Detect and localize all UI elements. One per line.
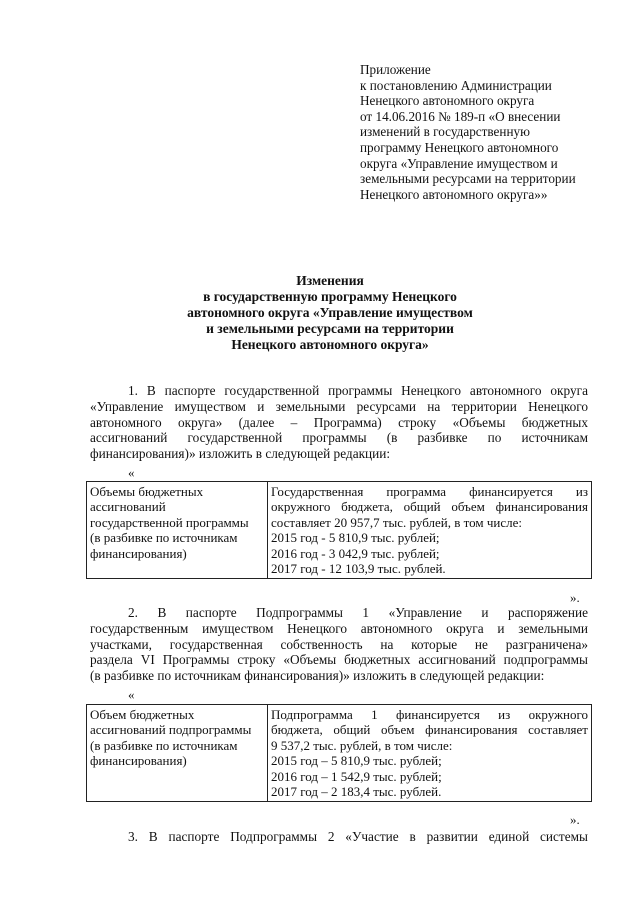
item-1-paragraph <box>90 383 588 462</box>
paragraph-line: «Управление имуществом и земельными ресурсами на территории Ненецкого <box>90 398 588 414</box>
item-2-paragraph <box>90 605 588 684</box>
cell-line: ассигнований <box>90 499 166 515</box>
cell-line: составляет 20 957,7 тыс. рублей, в том числе: <box>271 514 522 530</box>
close-quote: ». <box>570 812 580 827</box>
cell-line: 2017 год - 12 103,9 тыс. рублей. <box>271 561 446 577</box>
table-row <box>87 705 592 802</box>
open-quote: « <box>128 687 135 702</box>
cell-line: 2017 год – 2 183,4 тыс. рублей. <box>271 784 442 800</box>
cell-line: Объемы бюджетных <box>90 484 204 499</box>
paragraph-line: автономного округа» (далее – Программа) строку «Объемы бюджетных <box>90 414 588 430</box>
paragraph-line: 1. В паспорте государственной программы Ненецкого автономного округа <box>128 383 588 398</box>
cell-line: 2016 год - 3 042,9 тыс. рублей; <box>271 545 440 561</box>
annex-line: земельными ресурсами на территории <box>360 171 576 187</box>
annex-line: Приложение <box>360 62 431 77</box>
budget-table-1 <box>86 481 592 579</box>
annex-line: к постановлению Администрации <box>360 77 552 93</box>
cell-line: 2015 год - 5 810,9 тыс. рублей; <box>271 530 440 546</box>
table-cell-label <box>87 482 268 579</box>
cell-line: ассигнований подпрограммы <box>90 722 252 738</box>
annex-line: Ненецкого автономного округа <box>360 93 535 109</box>
table-row <box>87 482 592 579</box>
cell-line: финансирования) <box>90 753 187 769</box>
title-line: в государственную программу Ненецкого <box>203 289 457 304</box>
budget-table-2 <box>86 704 592 802</box>
paragraph-line: 2. В паспорте Подпрограммы 1 «Управление и распоряжение <box>128 605 588 620</box>
item-3-paragraph <box>90 829 588 845</box>
annex-header <box>360 62 600 202</box>
annex-line: от 14.06.2016 № 189-п «О внесении <box>360 108 561 124</box>
paragraph-line: (в разбивке по источникам финансирования)» изложить в следующей редакции: <box>90 668 545 684</box>
table-cell-value <box>268 482 592 579</box>
paragraph-line: финансирования)» изложить в следующей редакции: <box>90 446 391 462</box>
cell-line: окружного бюджета, общий объем финансирования <box>271 499 588 515</box>
title-line: автономного округа «Управление имуществом <box>187 305 473 320</box>
paragraph-line: раздела VI Программы строку «Объемы бюджетных ассигнований подпрограммы <box>90 652 588 668</box>
title-line: Ненецкого автономного округа» <box>231 337 429 352</box>
cell-line: 2015 год – 5 810,9 тыс. рублей; <box>271 753 442 769</box>
annex-line: программу Ненецкого автономного <box>360 139 559 155</box>
paragraph-line: ассигнований государственной программы (в разбивке по источникам <box>90 430 588 446</box>
title-line: Изменения <box>296 273 364 288</box>
cell-line: Государственная программа финансируется из <box>271 484 588 499</box>
cell-line: 2016 год – 1 542,9 тыс. рублей; <box>271 768 442 784</box>
cell-line: (в разбивке по источникам <box>90 737 238 753</box>
annex-line: округа «Управление имуществом и <box>360 155 558 171</box>
cell-line: (в разбивке по источникам <box>90 530 238 546</box>
annex-line: Ненецкого автономного округа»» <box>360 186 548 202</box>
cell-line: финансирования) <box>90 545 187 561</box>
annex-line: изменений в государственную <box>360 124 530 140</box>
cell-line: государственной программы <box>90 514 249 530</box>
title-line: и земельными ресурсами на территории <box>206 321 454 336</box>
close-quote: ». <box>570 590 580 605</box>
paragraph-line: государственным имуществом Ненецкого автономного округа и земельными <box>90 620 588 636</box>
table-cell-label <box>87 705 268 802</box>
cell-line: 9 537,2 тыс. рублей, в том числе: <box>271 737 453 753</box>
paragraph-line: 3. В паспорте Подпрограммы 2 «Участие в развитии единой системы <box>128 829 588 844</box>
cell-line: бюджета, общий объем финансирования составляет <box>271 722 588 738</box>
paragraph-line: участками, государственная собственность на которые не разграничена» <box>90 636 588 652</box>
table-cell-value <box>268 705 592 802</box>
document-title <box>0 273 640 353</box>
cell-line: Объем бюджетных <box>90 707 195 722</box>
cell-line: Подпрограмма 1 финансируется из окружного <box>271 707 588 722</box>
open-quote: « <box>128 465 135 480</box>
